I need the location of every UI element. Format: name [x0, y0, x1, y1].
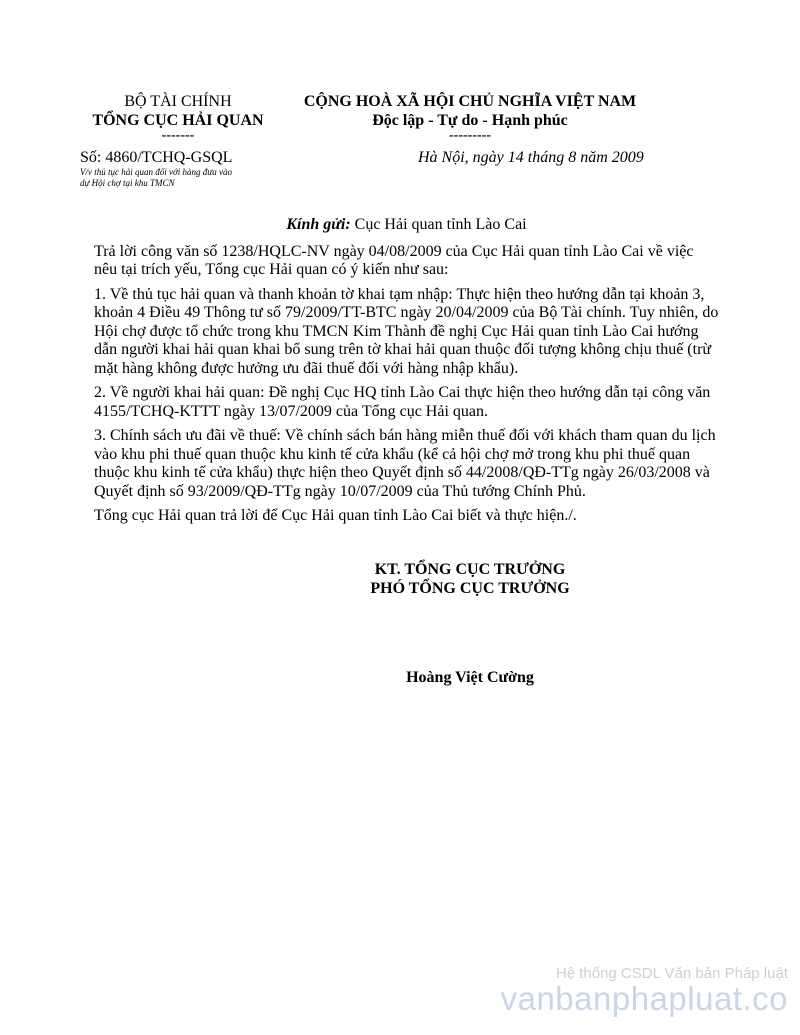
document-number: Số: 4860/TCHQ-GSQL	[80, 149, 233, 166]
item-2-paragraph: 2. Về người khai hải quan: Đề nghị Cục HQ tỉnh Lào Cai thực hiện theo hướng dẫn tại công văn 4155/TCHQ-KTTT ngày 13/07/2009 của Tổng cục Hải quan.	[94, 384, 711, 420]
agency-name: TỔNG CỤC HẢI QUAN	[92, 112, 264, 129]
recipient-line	[94, 216, 719, 235]
item-3-paragraph: 3. Chính sách ưu đãi về thuế: Về chính sách bán hàng miễn thuế đối với khách tham quan du lịch vào khu phi thuế quan thuộc khu kinh tế cửa khẩu (kể cả hội chợ mở trong khu phi thuế quan thuộc khu kinh tế cửa khẩu) thực hiện theo Quyết định số 44/2008/QĐ-TTg ngày 26/03/2008 và Quyết định số 93/2009/QĐ-TTg ngày 10/07/2009 của Thủ tướng Chính Phủ.	[94, 427, 716, 500]
signature-block	[330, 560, 610, 598]
issuing-agency-block	[80, 92, 276, 142]
national-heading-block	[290, 92, 650, 142]
motto-separator: ---------	[449, 128, 491, 143]
watermark-site: vanbanphapluat.co	[500, 980, 788, 1017]
document-subject-line-2: dự Hội chợ tại khu TMCN	[80, 178, 175, 188]
watermark-caption: Hệ thống CSDL Văn bản Pháp luật	[555, 965, 788, 982]
nation-title: CỘNG HOÀ XÃ HỘI CHỦ NGHĨA VIỆT NAM	[303, 93, 637, 110]
closing-paragraph: Tổng cục Hải quan trả lời để Cục Hải quan tỉnh Lào Cai biết và thực hiện./.	[94, 507, 577, 524]
document-subject	[80, 167, 280, 189]
signer-name: Hoàng Việt Cường	[406, 669, 534, 686]
national-motto: Độc lập - Tự do - Hạnh phúc	[372, 112, 568, 129]
intro-paragraph: Trả lời công văn số 1238/HQLC-NV ngày 04/08/2009 của Cục Hải quan tỉnh Lào Cai về việc nêu tại trích yếu, Tổng cục Hải quan có ý kiến như sau:	[94, 242, 694, 278]
signature-title-1: KT. TỔNG CỤC TRƯỞNG	[374, 561, 566, 578]
place-and-date: Hà Nội, ngày 14 tháng 8 năm 2009	[418, 149, 644, 166]
signature-title-2: PHÓ TỔNG CỤC TRƯỞNG	[370, 580, 570, 597]
item-1-paragraph: 1. Về thủ tục hải quan và thanh khoản tờ khai tạm nhập: Thực hiện theo hướng dẫn tại khoản 3, khoản 4 Điều 49 Thông tư số 79/2009/TT-BTC ngày 20/04/2009 của Bộ Tài chính. Tuy nhiên, do Hội chợ được tổ chức trong khu TMCN Kim Thành đề nghị Cục Hải quan tỉnh Lào Cai hướng dẫn người khai hải quan khai bổ sung trên tờ khai hải quan thuộc đối tượng không chịu thuế (trừ mặt hàng không được hưởng ưu đãi thuế đối với hàng nhập khẩu).	[94, 285, 719, 377]
agency-separator: -------	[161, 128, 195, 143]
ministry-name: BỘ TÀI CHÍNH	[124, 93, 232, 110]
recipient-label: Kính gửi:	[286, 216, 351, 233]
letter-body	[94, 216, 719, 532]
document-subject-line-1: V/v thủ tục hải quan đối với hàng đưa vào	[80, 167, 232, 177]
recipient-name: Cục Hải quan tỉnh Lào Cai	[350, 216, 527, 233]
